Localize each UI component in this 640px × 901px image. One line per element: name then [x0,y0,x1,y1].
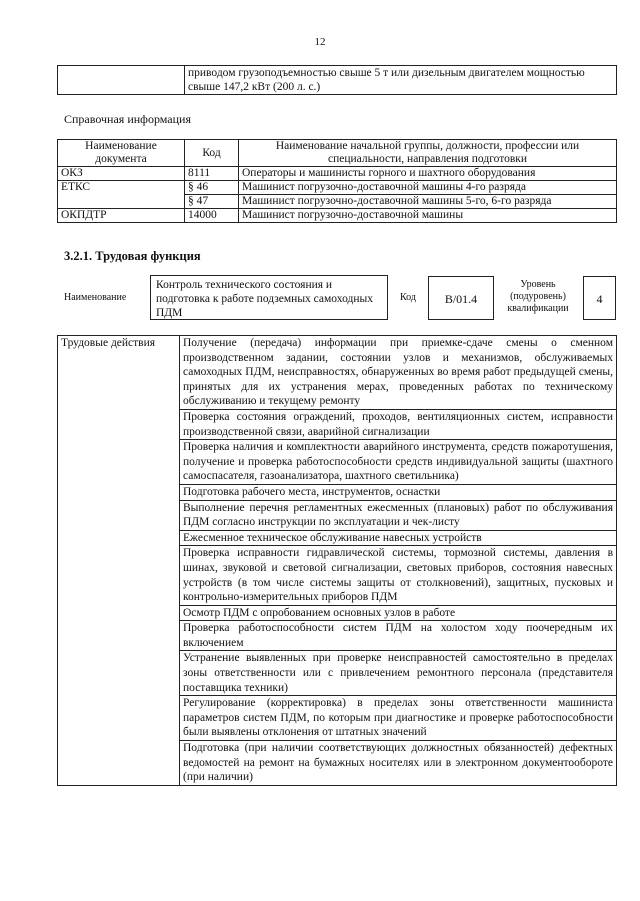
document-cell: ОКПДТР [58,209,185,223]
code-cell: § 47 [185,195,239,209]
code-cell: § 46 [185,181,239,195]
labor-action-item: Устранение выявленных при проверке неисправностей самостоятельно в пределах зоны ответственности или с привлечением ремонтного персонала (представителя поставщика техники) [180,651,617,696]
continuation-table [57,65,617,95]
function-name-label: Наименование [64,292,127,303]
code-cell: 8111 [185,167,239,181]
document-cell: ОКЗ [58,167,185,181]
document-cell: ЕТКС [58,181,185,209]
reference-table [57,139,617,223]
function-code-value: B/01.4 [428,276,494,320]
reference-heading: Справочная информация [64,112,191,126]
code-cell: 14000 [185,209,239,223]
qualification-level-value: 4 [583,276,616,320]
labor-action-item: Получение (передача) информации при приемке-сдаче смены о сменном производственном задании, состоянии узлов и механизмов, обслуживаемых самоходных ПДМ, неисправностях, обнаруженных во время работ предыдущей смены, принятых для их устранения мерах, проведенных работах по техническому обслуживанию и текущему ремонту [180,336,617,410]
labor-actions-label: Трудовые действия [58,336,180,786]
labor-action-item: Осмотр ПДМ с опробованием основных узлов в работе [180,605,617,621]
labor-action-item: Подготовка рабочего места, инструментов, оснастки [180,484,617,500]
qualification-level-label: Уровень (подуровень) квалификации [507,279,569,314]
table-row [58,336,617,410]
column-header-document: Наименование документа [58,140,185,167]
continuation-text: приводом грузоподъемностью свыше 5 т или дизельным двигателем мощностью свыше 147,2 кВт (200 л. с.) [185,66,617,95]
labor-actions-table [57,335,617,786]
name-cell: Машинист погрузочно-доставочной машины 5-го, 6-го разряда [239,195,617,209]
labor-action-item: Подготовка (при наличии соответствующих должностных обязанностей) дефектных ведомостей на ремонт на бумажных носителях или в электронном документообороте (при наличии) [180,741,617,786]
table-row [58,209,617,223]
name-cell: Машинист погрузочно-доставочной машины 4-го разряда [239,181,617,195]
table-row [58,66,617,95]
labor-action-item: Выполнение перечня регламентных ежесменных (плановых) работ по обслуживания ПДМ согласно инструкции по эксплуатации и чек-листу [180,500,617,530]
labor-action-item: Проверка исправности гидравлической системы, тормозной системы, давления в шинах, звуковой и световой сигнализации, световых приборов, состояния навесных устройств (в том числе системы защиты от столкновений), защитных, пусковых и контрольно-измерительных приборов ПДМ [180,546,617,605]
column-header-code: Код [185,140,239,167]
labor-action-item: Проверка работоспособности систем ПДМ на холостом ходу поочередным их включением [180,621,617,651]
labor-action-item: Проверка наличия и комплектности аварийного инструмента, средств пожаротушения, получение и проверка работоспособности средств индивидуальной защиты (шахтного самоспасателя, газоанализатора, шахтного светильника) [180,440,617,485]
function-name-value: Контроль технического состояния и подготовка к работе подземных самоходных ПДМ [150,275,388,320]
table-cell-empty [58,66,185,95]
name-cell: Машинист погрузочно-доставочной машины [239,209,617,223]
table-row [58,181,617,195]
labor-action-item: Проверка состояния ограждений, проходов, вентиляционных систем, исправности производственной связи, аварийной сигнализации [180,409,617,439]
section-title: 3.2.1. Трудовая функция [64,249,201,263]
labor-action-item: Ежесменное техническое обслуживание навесных устройств [180,530,617,546]
column-header-name: Наименование начальной группы, должности, профессии или специальности, направления подготовки [239,140,617,167]
function-code-label: Код [400,292,416,303]
table-row [58,167,617,181]
labor-action-item: Регулирование (корректировка) в пределах зоны ответственности машиниста параметров систем ПДМ, по которым при диагностике и проверке работоспособности были выявлены отклонения от штатных значений [180,696,617,741]
name-cell: Операторы и машинисты горного и шахтного оборудования [239,167,617,181]
page-number: 12 [314,36,326,48]
table-header-row [58,140,617,167]
